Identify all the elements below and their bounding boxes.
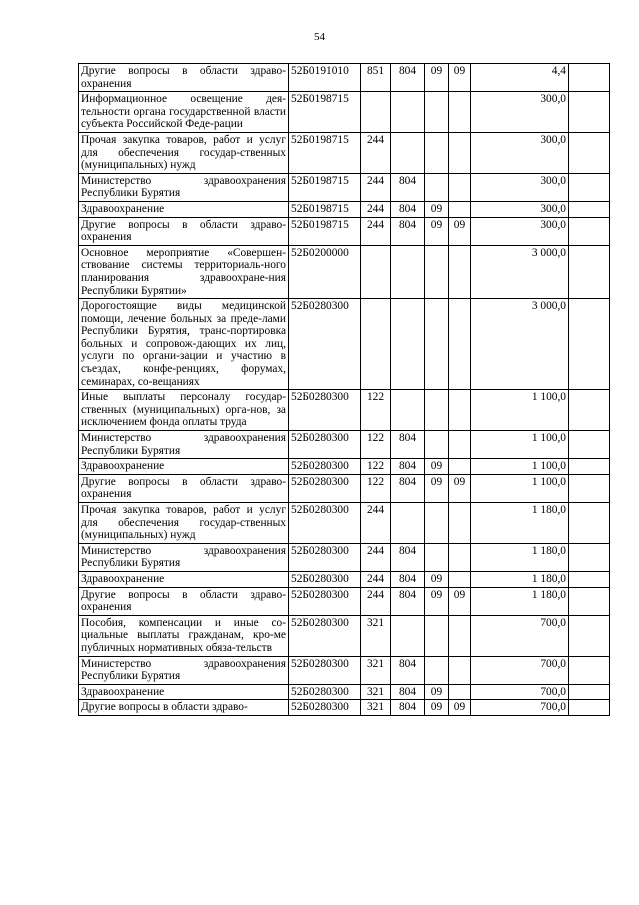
table-row <box>79 503 610 544</box>
empty-cell <box>569 431 610 459</box>
section-cell: 09 <box>425 201 449 217</box>
table-row <box>79 299 610 390</box>
expense-type-cell <box>361 92 391 133</box>
expense-type-cell: 321 <box>361 656 391 684</box>
row-name-cell: Здравоохранение <box>79 201 289 217</box>
subsection-cell: 09 <box>449 64 471 92</box>
amount-cell: 4,4 <box>471 64 569 92</box>
administrator-code-cell: 804 <box>391 173 425 201</box>
expense-type-cell: 321 <box>361 700 391 716</box>
row-name-cell: Информационное освещение дея-тельности органа государственной власти субъекта Российской Феде-рации <box>79 92 289 133</box>
administrator-code-cell <box>391 503 425 544</box>
amount-cell: 300,0 <box>471 173 569 201</box>
row-name-cell: Дорогостоящие виды медицинской помощи, лечение больных за преде-лами Республики Бурятия, транс-портировка больных и сопровож-дающих их лиц, услуги по органи-зации и участию в съездах, конфе-ренциях, форумах, семинарах, со-вещаниях <box>79 299 289 390</box>
target-article-code-cell: 52Б0280300 <box>289 656 361 684</box>
administrator-code-cell: 804 <box>391 656 425 684</box>
section-cell <box>425 656 449 684</box>
administrator-code-cell: 804 <box>391 431 425 459</box>
amount-cell: 300,0 <box>471 217 569 245</box>
administrator-code-cell: 804 <box>391 201 425 217</box>
empty-cell <box>569 503 610 544</box>
section-cell <box>425 299 449 390</box>
amount-cell: 1 100,0 <box>471 474 569 502</box>
expense-type-cell: 851 <box>361 64 391 92</box>
target-article-code-cell: 52Б0198715 <box>289 201 361 217</box>
table-row <box>79 431 610 459</box>
budget-table <box>78 63 610 716</box>
row-name-cell: Министерство здравоохранения Республики Бурятия <box>79 543 289 571</box>
section-cell: 09 <box>425 217 449 245</box>
empty-cell <box>569 587 610 615</box>
empty-cell <box>569 684 610 700</box>
amount-cell: 1 100,0 <box>471 459 569 475</box>
row-name-cell: Здравоохранение <box>79 684 289 700</box>
row-name-cell: Министерство здравоохранения Республики Бурятия <box>79 656 289 684</box>
table-row <box>79 390 610 431</box>
table-row <box>79 64 610 92</box>
section-cell: 09 <box>425 700 449 716</box>
expense-type-cell: 321 <box>361 615 391 656</box>
expense-type-cell: 244 <box>361 132 391 173</box>
empty-cell <box>569 390 610 431</box>
expense-type-cell <box>361 245 391 298</box>
row-name-cell: Прочая закупка товаров, работ и услуг для обеспечения государ-ственных (муниципальных) нужд <box>79 503 289 544</box>
administrator-code-cell: 804 <box>391 571 425 587</box>
administrator-code-cell <box>391 132 425 173</box>
administrator-code-cell <box>391 615 425 656</box>
amount-cell: 300,0 <box>471 201 569 217</box>
expense-type-cell: 122 <box>361 474 391 502</box>
empty-cell <box>569 615 610 656</box>
row-name-cell: Министерство здравоохранения Республики Бурятия <box>79 173 289 201</box>
amount-cell: 1 180,0 <box>471 587 569 615</box>
expense-type-cell: 244 <box>361 217 391 245</box>
subsection-cell <box>449 390 471 431</box>
subsection-cell <box>449 173 471 201</box>
administrator-code-cell <box>391 299 425 390</box>
section-cell <box>425 92 449 133</box>
administrator-code-cell: 804 <box>391 474 425 502</box>
amount-cell: 1 100,0 <box>471 390 569 431</box>
row-name-cell: Основное мероприятие «Совершен-ствование системы территориаль-ного планирования здравоохране-ния Республики Бурятии» <box>79 245 289 298</box>
target-article-code-cell: 52Б0198715 <box>289 132 361 173</box>
section-cell: 09 <box>425 684 449 700</box>
expense-type-cell: 244 <box>361 173 391 201</box>
empty-cell <box>569 201 610 217</box>
expense-type-cell: 244 <box>361 587 391 615</box>
table-row <box>79 132 610 173</box>
target-article-code-cell: 52Б0280300 <box>289 700 361 716</box>
row-name-cell: Другие вопросы в области здраво- <box>79 700 289 716</box>
administrator-code-cell: 804 <box>391 684 425 700</box>
subsection-cell <box>449 684 471 700</box>
subsection-cell <box>449 245 471 298</box>
table-row <box>79 700 610 716</box>
section-cell: 09 <box>425 459 449 475</box>
target-article-code-cell: 52Б0280300 <box>289 543 361 571</box>
table-row <box>79 656 610 684</box>
amount-cell: 3 000,0 <box>471 299 569 390</box>
empty-cell <box>569 700 610 716</box>
row-name-cell: Прочая закупка товаров, работ и услуг для обеспечения государ-ственных (муниципальных) нужд <box>79 132 289 173</box>
target-article-code-cell: 52Б0280300 <box>289 299 361 390</box>
table-row <box>79 201 610 217</box>
administrator-code-cell: 804 <box>391 700 425 716</box>
empty-cell <box>569 92 610 133</box>
row-name-cell: Другие вопросы в области здраво-охранения <box>79 217 289 245</box>
section-cell <box>425 431 449 459</box>
target-article-code-cell: 52Б0198715 <box>289 217 361 245</box>
subsection-cell: 09 <box>449 700 471 716</box>
amount-cell: 700,0 <box>471 615 569 656</box>
section-cell: 09 <box>425 64 449 92</box>
subsection-cell <box>449 132 471 173</box>
section-cell <box>425 503 449 544</box>
section-cell <box>425 543 449 571</box>
target-article-code-cell: 52Б0280300 <box>289 684 361 700</box>
subsection-cell <box>449 656 471 684</box>
empty-cell <box>569 459 610 475</box>
section-cell <box>425 615 449 656</box>
administrator-code-cell <box>391 92 425 133</box>
table-row <box>79 245 610 298</box>
target-article-code-cell: 52Б0200000 <box>289 245 361 298</box>
section-cell <box>425 173 449 201</box>
subsection-cell <box>449 431 471 459</box>
subsection-cell <box>449 201 471 217</box>
amount-cell: 300,0 <box>471 132 569 173</box>
subsection-cell: 09 <box>449 587 471 615</box>
table-row <box>79 459 610 475</box>
target-article-code-cell: 52Б0280300 <box>289 459 361 475</box>
administrator-code-cell: 804 <box>391 587 425 615</box>
amount-cell: 3 000,0 <box>471 245 569 298</box>
empty-cell <box>569 474 610 502</box>
row-name-cell: Другие вопросы в области здраво-охранения <box>79 64 289 92</box>
amount-cell: 700,0 <box>471 656 569 684</box>
target-article-code-cell: 52Б0280300 <box>289 474 361 502</box>
subsection-cell <box>449 503 471 544</box>
table-row <box>79 474 610 502</box>
table-row <box>79 543 610 571</box>
target-article-code-cell: 52Б0198715 <box>289 92 361 133</box>
table-row <box>79 217 610 245</box>
expense-type-cell: 244 <box>361 201 391 217</box>
amount-cell: 1 100,0 <box>471 431 569 459</box>
section-cell: 09 <box>425 571 449 587</box>
row-name-cell: Министерство здравоохранения Республики Бурятия <box>79 431 289 459</box>
subsection-cell: 09 <box>449 474 471 502</box>
row-name-cell: Здравоохранение <box>79 459 289 475</box>
expense-type-cell: 321 <box>361 684 391 700</box>
row-name-cell: Пособия, компенсации и иные со-циальные выплаты гражданам, кро-ме публичных нормативных обяза-тельств <box>79 615 289 656</box>
amount-cell: 1 180,0 <box>471 571 569 587</box>
section-cell <box>425 245 449 298</box>
subsection-cell <box>449 299 471 390</box>
table-row <box>79 571 610 587</box>
table-body <box>79 64 610 716</box>
administrator-code-cell: 804 <box>391 459 425 475</box>
subsection-cell <box>449 615 471 656</box>
row-name-cell: Другие вопросы в области здраво-охранения <box>79 587 289 615</box>
amount-cell: 700,0 <box>471 684 569 700</box>
target-article-code-cell: 52Б0280300 <box>289 587 361 615</box>
empty-cell <box>569 299 610 390</box>
expense-type-cell: 122 <box>361 459 391 475</box>
empty-cell <box>569 132 610 173</box>
expense-type-cell: 244 <box>361 543 391 571</box>
empty-cell <box>569 217 610 245</box>
administrator-code-cell <box>391 245 425 298</box>
row-name-cell: Иные выплаты персоналу государ-ственных (муниципальных) орга-нов, за исключением фонда оплаты труда <box>79 390 289 431</box>
table-row <box>79 173 610 201</box>
target-article-code-cell: 52Б0280300 <box>289 390 361 431</box>
empty-cell <box>569 245 610 298</box>
table-row <box>79 684 610 700</box>
section-cell <box>425 390 449 431</box>
empty-cell <box>569 571 610 587</box>
target-article-code-cell: 52Б0191010 <box>289 64 361 92</box>
target-article-code-cell: 52Б0280300 <box>289 431 361 459</box>
table-row <box>79 92 610 133</box>
subsection-cell <box>449 543 471 571</box>
row-name-cell: Другие вопросы в области здраво-охранения <box>79 474 289 502</box>
expense-type-cell: 244 <box>361 503 391 544</box>
expense-type-cell: 122 <box>361 431 391 459</box>
section-cell: 09 <box>425 474 449 502</box>
amount-cell: 1 180,0 <box>471 503 569 544</box>
subsection-cell <box>449 92 471 133</box>
administrator-code-cell: 804 <box>391 64 425 92</box>
amount-cell: 1 180,0 <box>471 543 569 571</box>
subsection-cell: 09 <box>449 217 471 245</box>
administrator-code-cell <box>391 390 425 431</box>
administrator-code-cell: 804 <box>391 543 425 571</box>
page-number: 54 <box>314 31 325 43</box>
empty-cell <box>569 543 610 571</box>
target-article-code-cell: 52Б0198715 <box>289 173 361 201</box>
expense-type-cell: 122 <box>361 390 391 431</box>
expense-type-cell: 244 <box>361 571 391 587</box>
empty-cell <box>569 173 610 201</box>
subsection-cell <box>449 459 471 475</box>
row-name-cell: Здравоохранение <box>79 571 289 587</box>
target-article-code-cell: 52Б0280300 <box>289 503 361 544</box>
empty-cell <box>569 656 610 684</box>
table-row <box>79 587 610 615</box>
administrator-code-cell: 804 <box>391 217 425 245</box>
amount-cell: 300,0 <box>471 92 569 133</box>
target-article-code-cell: 52Б0280300 <box>289 571 361 587</box>
section-cell: 09 <box>425 587 449 615</box>
target-article-code-cell: 52Б0280300 <box>289 615 361 656</box>
table-row <box>79 615 610 656</box>
section-cell <box>425 132 449 173</box>
expense-type-cell <box>361 299 391 390</box>
subsection-cell <box>449 571 471 587</box>
empty-cell <box>569 64 610 92</box>
amount-cell: 700,0 <box>471 700 569 716</box>
